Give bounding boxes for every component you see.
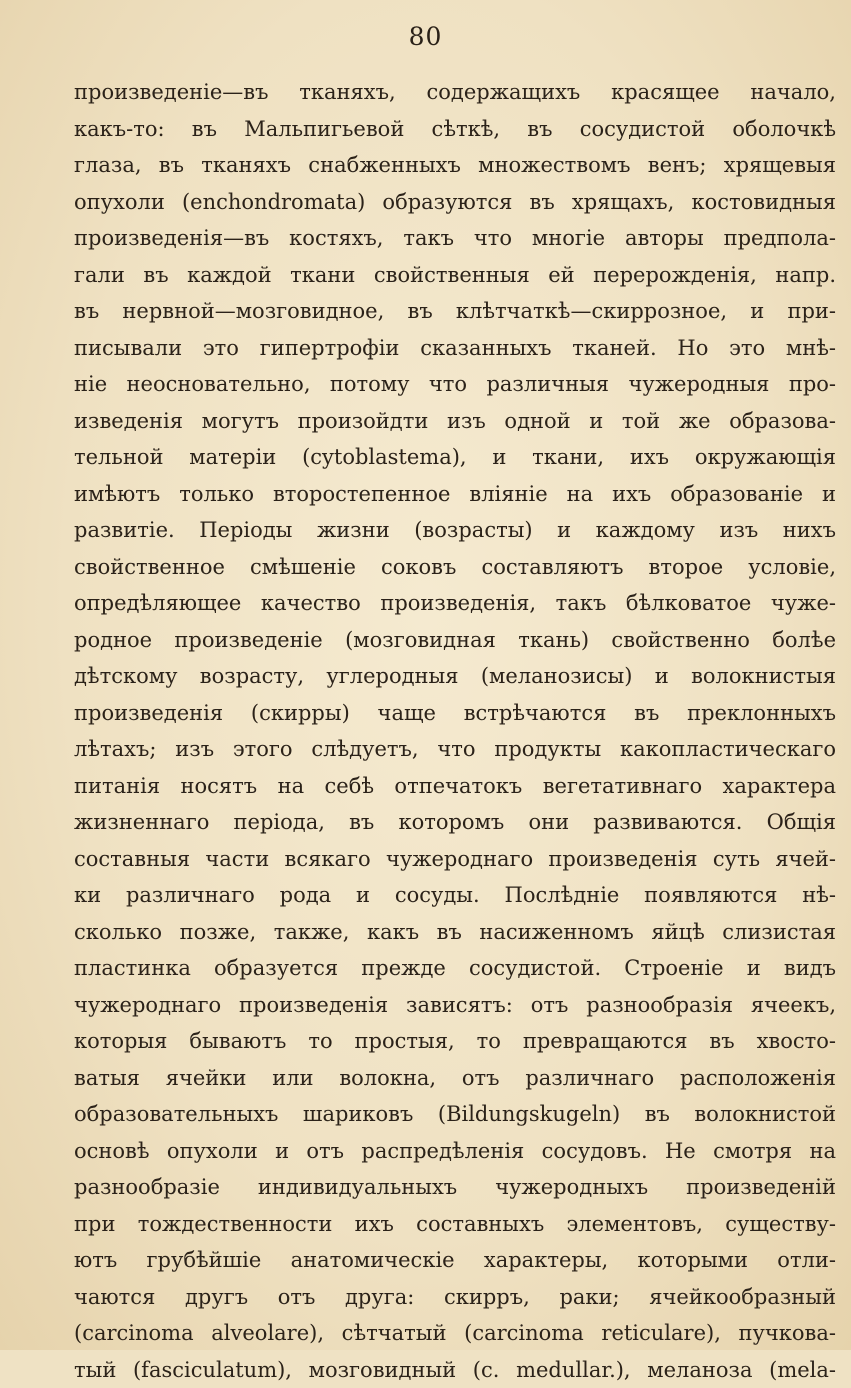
text-line: тельной матеріи (cytoblastema), и ткани, ихъ окружающія: [74, 439, 836, 476]
text-line: писывали это гипертрофіи сказанныхъ тканей. Но это мнѣ-: [74, 330, 836, 367]
text-line: (carcinoma alveolare), сѣтчатый (carcinoma reticulare), пучкова-: [74, 1315, 836, 1352]
text-line: какъ-то: въ Мальпигьевой сѣткѣ, въ сосудистой оболочкѣ: [74, 111, 836, 148]
text-line: лѣтахъ; изъ этого слѣдуетъ, что продукты какопластическаго: [74, 731, 836, 768]
text-line: которыя бываютъ то простыя, то превращаются въ хвосто-: [74, 1023, 836, 1060]
text-line: питанія носятъ на себѣ отпечатокъ вегетативнаго характера: [74, 768, 836, 805]
text-line: составныя части всякаго чужероднаго произведенія суть ячей-: [74, 841, 836, 878]
text-line: ютъ грубѣйшіе анатомическіе характеры, которыми отли-: [74, 1242, 836, 1279]
text-line: изведенія могутъ произойдти изъ одной и той же образова-: [74, 403, 836, 440]
text-line: произведеніе—въ тканяхъ, содержащихъ красящее начало,: [74, 74, 836, 111]
text-line: опредѣляющее качество произведенія, такъ бѣлковатое чуже-: [74, 585, 836, 622]
text-line: развитіе. Періоды жизни (возрасты) и каждому изъ нихъ: [74, 512, 836, 549]
text-line: имѣютъ только второстепенное вліяніе на ихъ образованіе и: [74, 476, 836, 513]
text-line: опухоли (enchondromata) образуются въ хрящахъ, костовидныя: [74, 184, 836, 221]
text-line: дѣтскому возрасту, углеродныя (меланозисы) и волокнистыя: [74, 658, 836, 695]
text-line: произведенія (скирры) чаще встрѣчаются въ преклонныхъ: [74, 695, 836, 732]
text-line: тый (fasciculatum), мозговидный (c. medullar.), меланоза (mela-: [74, 1352, 836, 1388]
text-line: глаза, въ тканяхъ снабженныхъ множествомъ венъ; хрящевыя: [74, 147, 836, 184]
text-line: сколько позже, также, какъ въ насиженномъ яйцѣ слизистая: [74, 914, 836, 951]
page-number: 80: [0, 22, 851, 51]
text-line: при тождественности ихъ составныхъ элементовъ, существу-: [74, 1206, 836, 1243]
text-line: ватыя ячейки или волокна, отъ различнаго расположенія: [74, 1060, 836, 1097]
text-line: ки различнаго рода и сосуды. Послѣдніе появляются нѣ-: [74, 877, 836, 914]
text-line: образовательныхъ шариковъ (Bildungskugeln) въ волокнистой: [74, 1096, 836, 1133]
text-line: въ нервной—мозговидное, въ клѣтчаткѣ—скиррозное, и при-: [74, 293, 836, 330]
text-line: чаются другъ отъ друга: скирръ, раки; ячейкообразный: [74, 1279, 836, 1316]
text-line: пластинка образуется прежде сосудистой. Строеніе и видъ: [74, 950, 836, 987]
text-line: произведенія—въ костяхъ, такъ что многіе авторы предпола-: [74, 220, 836, 257]
text-line: основѣ опухоли и отъ распредѣленія сосудовъ. Не смотря на: [74, 1133, 836, 1170]
text-line: ніе неосновательно, потому что различныя чужеродныя про-: [74, 366, 836, 403]
text-line: родное произведеніе (мозговидная ткань) свойственно болѣе: [74, 622, 836, 659]
body-text: [74, 74, 836, 1388]
text-line: свойственное смѣшеніе соковъ составляютъ второе условіе,: [74, 549, 836, 586]
text-line: чужероднаго произведенія зависятъ: отъ разнообразія ячеекъ,: [74, 987, 836, 1024]
text-line: жизненнаго періода, въ которомъ они развиваются. Общія: [74, 804, 836, 841]
text-line: разнообразіе индивидуальныхъ чужеродныхъ произведеній: [74, 1169, 836, 1206]
text-line: гали въ каждой ткани свойственныя ей перерожденія, напр.: [74, 257, 836, 294]
